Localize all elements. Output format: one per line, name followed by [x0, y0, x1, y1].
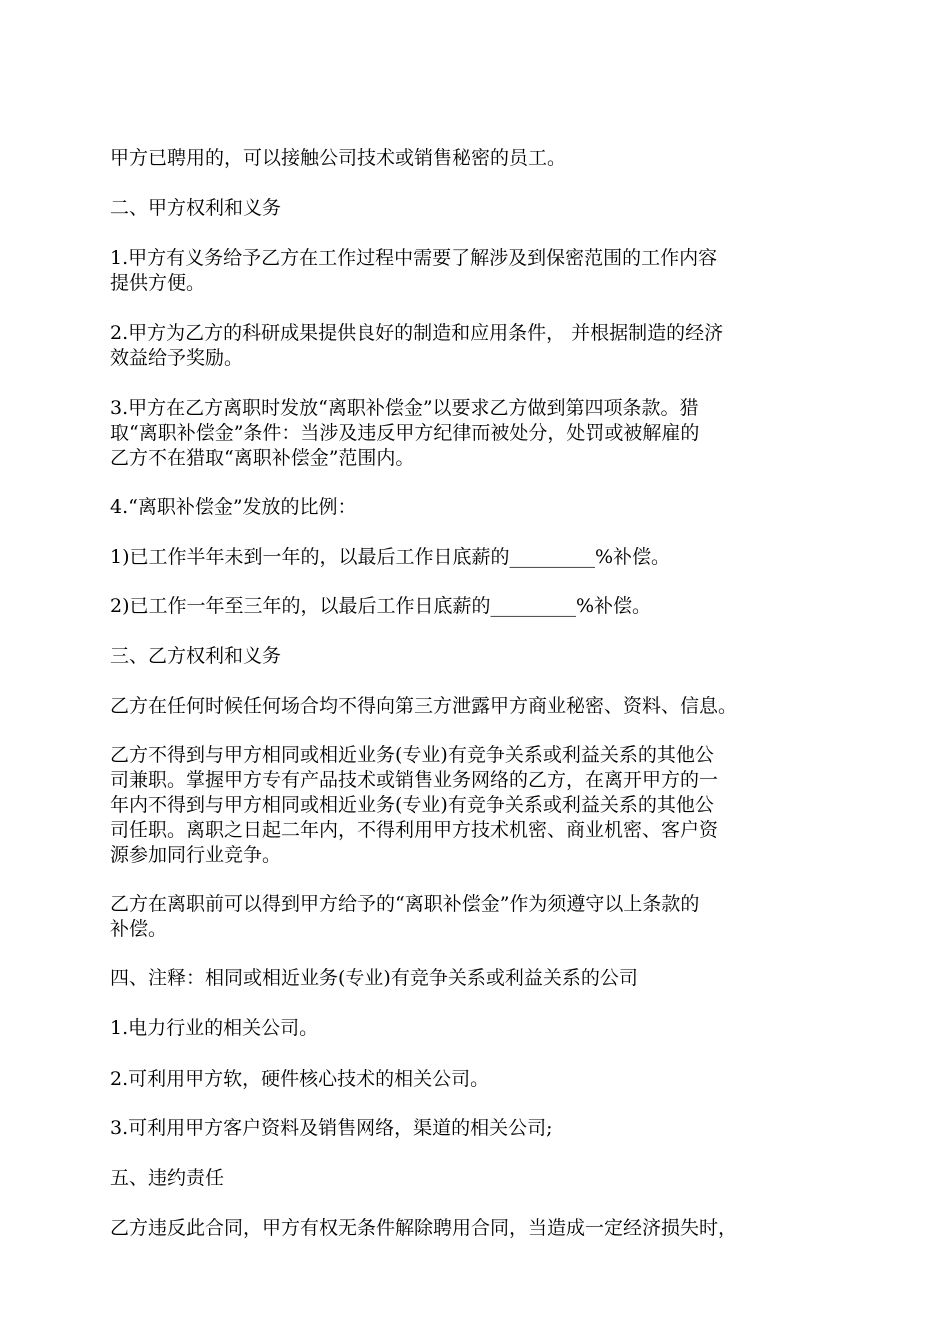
- section-heading-liability: 五、违约责任: [110, 1167, 225, 1189]
- paragraph-employee-definition: 甲方已聘用的，可以接触公司技术或销售秘密的员工。: [110, 147, 567, 169]
- paragraph-a1: 1.甲方有义务给予乙方在工作过程中需要了解涉及到保密范围的工作内容 提供方便。: [110, 247, 718, 294]
- paragraph-note-2: 2.可利用甲方软，硬件核心技术的相关公司。: [110, 1068, 490, 1090]
- section-heading-party-a-rights: 二、甲方权利和义务: [110, 197, 282, 219]
- section-heading-notes: 四、注释：相同或相近业务(专业)有竞争关系或利益关系的公司: [110, 967, 638, 989]
- paragraph-a2: 2.甲方为乙方的科研成果提供良好的制造和应用条件， 并根据制造的经济 效益给予奖励。: [110, 322, 724, 369]
- paragraph-b-noncompete: 乙方不得到与甲方相同或相近业务(专业)有竞争关系或利益关系的其他公 司兼职。掌握甲方专有产品技术或销售业务网络的乙方，在离开甲方的一 年内不得到与甲方相同或相近业务(专业)有竞争关系或利益关系的其他公 司任职。离职之日起二年内，不得利用甲方技术机密、商业机密、客户资 源参加同行业竞争。: [110, 744, 719, 866]
- paragraph-ratio-2: 2)已工作一年至三年的，以最后工作日底薪的_________%补偿。: [110, 595, 652, 617]
- paragraph-ratio-1: 1)已工作半年未到一年的，以最后工作日底薪的_________%补偿。: [110, 546, 671, 568]
- paragraph-b-confidentiality: 乙方在任何时候任何场合均不得向第三方泄露甲方商业秘密、资料、信息。: [110, 695, 738, 717]
- paragraph-a4: 4.“离职补偿金”发放的比例：: [110, 496, 357, 518]
- paragraph-a3: 3.甲方在乙方离职时发放“离职补偿金”以要求乙方做到第四项条款。猎 取“离职补偿金”条件：当涉及违反甲方纪律而被处分，处罚或被解雇的 乙方不在猎取“离职补偿金”范围内。: [110, 397, 700, 469]
- section-heading-party-b-rights: 三、乙方权利和义务: [110, 645, 282, 667]
- paragraph-note-3: 3.可利用甲方客户资料及销售网络，渠道的相关公司;: [110, 1117, 553, 1139]
- paragraph-note-1: 1.电力行业的相关公司。: [110, 1017, 319, 1039]
- paragraph-b-compensation: 乙方在离职前可以得到甲方给予的“离职补偿金”作为须遵守以上条款的 补偿。: [110, 893, 700, 940]
- paragraph-liability: 乙方违反此合同，甲方有权无条件解除聘用合同，当造成一定经济损失时，: [110, 1217, 738, 1239]
